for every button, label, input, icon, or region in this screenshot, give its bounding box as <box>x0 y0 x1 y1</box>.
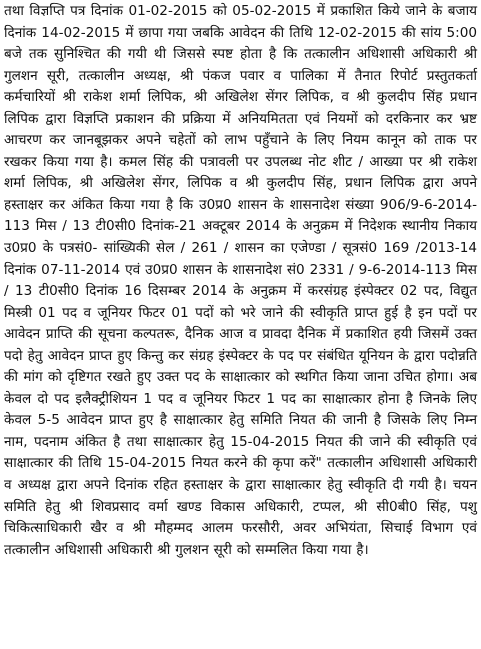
body-paragraph: तथा विज्ञप्ति पत्र दिनांक 01-02-2015 को 05-02-2015 में प्रकाशित किये जाने के बजाय दिनांक 14-02-2015 में छापा गया जबकि आवेदन की तिथि 12-02-2015 की सांय 5:00 बजे तक सुनिश्चित की गयी थी जिससे स्पष्ट होता है कि तत्कालीन अधिशासी अधिकारी श्री गुलशन सूरी, तत्कालीन अध्यक्ष, श्री पंकज पवार व पालिका में तैनात रिपोर्ट प्रस्तुतकर्ता कर्मचारियों श्री राकेश शर्मा लिपिक, श्री अखिलेश सेंगर लिपिक, व श्री कुलदीप सिंह प्रधान लिपिक द्वारा विज्ञप्ति प्रकाशन की प्रक्रिया में अनियमितता एवं नियमों को दरकिनार कर भ्रष्ट आचरण कर जानबूझकर अपने चहेतों को लाभ पहुँचाने के लिए नियम कानून को ताक पर रखकर किया गया है। कमल सिंह की पत्रावली पर उपलब्ध नोट शीट / आख्या पर श्री राकेश शर्मा लिपिक, श्री अखिलेश सेंगर, लिपिक व श्री कुलदीप सिंह, प्रधान लिपिक द्वारा अपने हस्ताक्षर कर अंकित किया गया है कि उ0प्र0 शासन के शासनादेश संख्या 906/9-6-2014-113 मिस / 13 टी0सी0 दिनांक-21 अक्टूबर 2014 के अनुक्रम में निदेशक स्थानीय निकाय उ0प्र0 के पत्रसं0- सांख्यिकी सेल / 261 / शासन का एजेण्डा / सूत्रसं0 169 /2013-14 दिनांक 07-11-2014 एवं उ0प्र0 शासन के शासनादेश सं0 2331 / 9-6-2014-113 मिस / 13 टी0सी0 दिनांक 16 दिसम्बर 2014 के अनुक्रम में करसंग्रह इंस्पेक्टर 02 पद, विद्युत मिस्त्री 01 पद व जूनियर फिटर 01 पदों को भरे जाने की स्वीकृति प्राप्त हुई है इन पदों पर आवेदन प्राप्ति की सूचना कल्पतरू, दैनिक आज व प्रावदा दैनिक में प्रकाशित हयी जिसमें उक्त पदो हेतु आवेदन प्राप्त हुए किन्तु कर संग्रह इंस्पेक्टर के पद पर संबंधित यूनियन के द्वारा पदोन्नति की मांग को दृष्टिगत रखते हुए उक्त पद के साक्षात्कार को स्थगित किया जाना उचित होगा। अब केवल दो पद इलैक्ट्रीशियन 1 पद व जूनियर फिटर 1 पद का साक्षात्कार होना है जिनके लिए केवल 5-5 आवेदन प्राप्त हुए है साक्षात्कार हेतु समिति नियत की जानी है जिसके लिए निम्न नाम, पदनाम अंकित है तथा साक्षात्कार हेतु 15-04-2015 नियत की जाने की स्वीकृति एवं साक्षात्कार की तिथि 15-04-2015 नियत करने की कृपा करें" तत्कालीन अधिशासी अधिकारी व अध्यक्ष द्वारा अपने दिनांक रहित हस्ताक्षर के द्वारा साक्षात्कार हेतु स्वीकृति दी गयी है। चयन समिति हेतु श्री शिवप्रसाद वर्मा खण्ड विकास अधिकारी, टप्पल, श्री सी0बी0 सिंह, पशु चिकित्साधिकारी खैर व श्री मौहम्मद आलम फरसौरी, अवर अभियंता, सिचाई विभाग एवं तत्कालीन अधिशासी अधिकारी श्री गुलशन सूरी को सम्मलित किया गया है। <box>4 3 477 558</box>
